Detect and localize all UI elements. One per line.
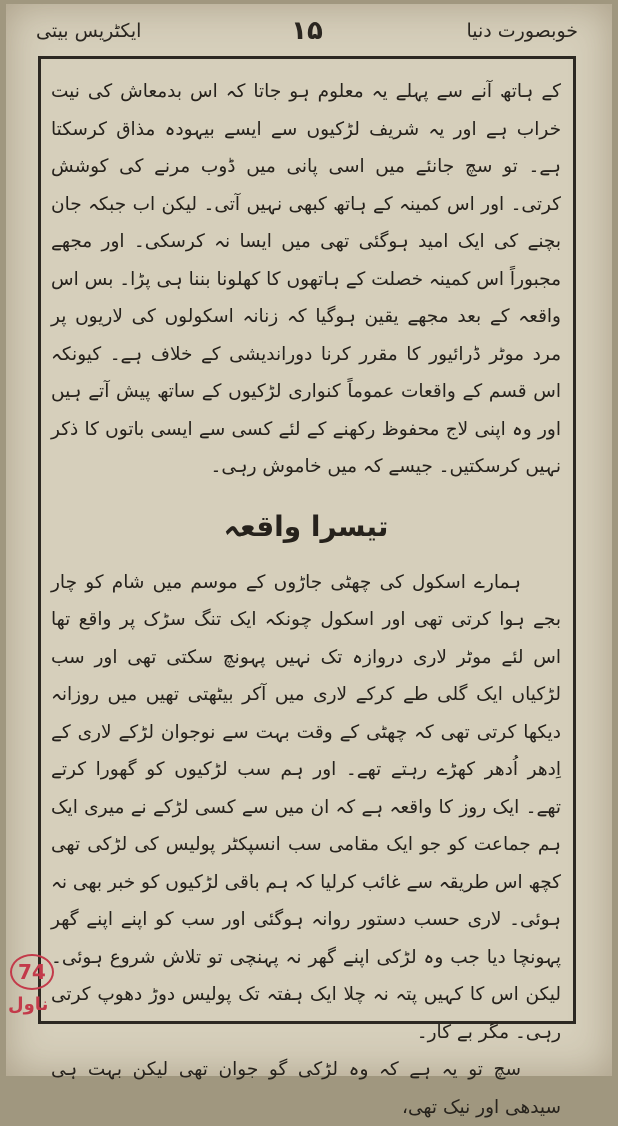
page-header [36, 12, 578, 52]
paragraph: کے ہاتھ آنے سے پہلے یہ معلوم ہو جاتا کہ اس بدمعاش کی نیت خراب ہے اور یہ شریف لڑکیوں سے ایسے بیہودہ مذاق کرسکتا ہے۔ تو سچ جانئے میں اسی پانی میں ڈوب مرنے کی کوشش کرتی۔ اور اس کمینہ کے ہاتھ کبھی نہیں آتی۔ لیکن اب جبکہ جان بچنے کی ایک امید ہوگئی تھی میں ایسا نہ کرسکی۔ اور مجھے مجبوراً اس کمینہ خصلت کے ہاتھوں کا کھلونا بننا ہی پڑا۔ بس اس واقعہ کے بعد مجھے یقین ہوگیا کہ زنانہ اسکولوں کی لاریوں پر مرد موٹر ڈرائیور کا مقرر کرنا دوراندیشی کے خلاف ہے۔ کیونکہ اس قسم کے واقعات عموماً کنواری لڑکیوں کے ساتھ پیش آتے ہیں اور وہ اپنی لاج محفوظ رکھنے کے لئے کسی سے ایسی باتوں کا ذکر نہیں کرسکتیں۔ جیسے کہ میں خاموش رہی۔ [51, 81, 561, 477]
stamp-text: ناول [8, 994, 49, 1015]
paragraph: سچ تو یہ ہے کہ وہ لڑکی گو جوان تھی لیکن بہت ہی سیدھی اور نیک تھی، [51, 1059, 561, 1118]
paragraph: ہمارے اسکول کی چھٹی جاڑوں کے موسم میں شام کو چار بجے ہوا کرتی تھی اور اسکول چونکہ ایک تنگ سڑک پر واقع تھا اس لئے موٹر لاری دروازہ تک نہیں پہونچ سکتی تھی اور سب لڑکیاں ایک گلی طے کرکے لاری میں آکر بیٹھتی تھیں میں روزانہ دیکھا کرتی تھی کہ چھٹی کے وقت بہت سے نوجوان لڑکے لاری کے اِدھر اُدھر کھڑے رہتے تھے۔ اور ہم سب لڑکیوں کو گھورا کرتے تھے۔ ایک روز کا واقعہ ہے کہ ان میں سے کسی لڑکے نے میری ایک ہم جماعت کو جو ایک مقامی سب انسپکٹر پولیس کی لڑکی تھی کچھ اس طریقہ سے غائب کرلیا کہ ہم باقی لڑکیوں کو خبر بھی نہ ہوئی۔ لاری حسب دستور روانہ ہوگئی اور سب کو اپنے اپنے گھر پہونچا دیا جب وہ لڑکی اپنے گھر نہ پہنچی تو تلاش شروع ہوئی۔ لیکن اس کا کہیں پتہ نہ چلا ایک ہفتہ تک پولیس دوڑ دھوپ کرتی رہی۔ مگر بے کار۔ [51, 571, 561, 1043]
page-number: ۱۵ [291, 16, 323, 46]
text-frame [38, 56, 576, 1118]
running-title-left: ایکٹریس بیتی [36, 20, 142, 42]
book-page [6, 4, 612, 1118]
running-title-right: خوبصورت دنیا [466, 20, 578, 42]
library-stamp [2, 954, 48, 1044]
section-heading: تیسرا واقعہ [223, 509, 389, 543]
body-text [51, 73, 561, 1118]
stamp-number: 74 [10, 954, 54, 990]
